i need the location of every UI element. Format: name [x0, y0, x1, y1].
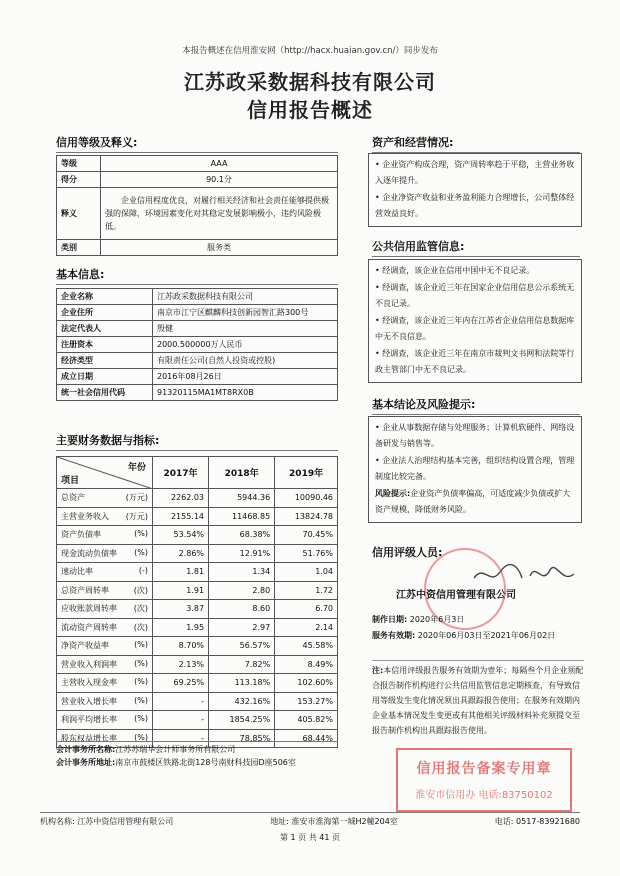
finance-value: 56.57% — [209, 637, 275, 656]
table-row — [57, 581, 338, 600]
list-item: • 经调查，该企业近三年在南京市裁判文书网和法院等行政主管部门中无不良记录。 — [375, 349, 575, 374]
list-item: • 企业法人治理结构基本完善，组织结构设置合理，管理制度比较完备。 — [375, 456, 575, 481]
table-row — [57, 305, 338, 321]
finance-value: 102.60% — [275, 674, 338, 693]
finance-value: 7.82% — [209, 655, 275, 674]
table-row — [57, 711, 338, 730]
table-row — [57, 674, 338, 693]
finance-header-row — [57, 457, 338, 489]
publish-note: 本报告概述在信用淮安网（http://hacx.huaian.gov.cn/）同步发布 — [182, 46, 438, 56]
corner-cell — [57, 457, 153, 489]
finance-item: 应收账款周转率 (次) — [57, 600, 153, 619]
finance-value: 70.45% — [275, 526, 338, 545]
corner-year-label: 年份 — [127, 463, 146, 473]
basic-value: 江苏政采数据科技有限公司 — [153, 289, 338, 305]
table-row — [57, 563, 338, 582]
rater-org: 江苏中资信用管理有限公司 — [396, 590, 516, 601]
basic-table — [56, 288, 338, 401]
finance-value: 2.97 — [209, 618, 275, 637]
finance-value: 2.13% — [153, 655, 209, 674]
assets-heading: 资产和经营情况: — [372, 134, 580, 153]
corner-item-label: 项目 — [61, 476, 80, 486]
finance-value: 68.44% — [275, 729, 338, 748]
finance-value: 2.80 — [209, 581, 275, 600]
basic-value: 2016年08月26日 — [153, 369, 338, 385]
finance-item: 现金流动负债率 (%) — [57, 544, 153, 563]
basic-heading: 基本信息: — [56, 266, 338, 285]
finance-item: 主营收入现金率 (%) — [57, 674, 153, 693]
finance-value: 432.16% — [209, 692, 275, 711]
finance-value: 53.54% — [153, 526, 209, 545]
finance-value: 69.25% — [153, 674, 209, 693]
finance-value: - — [153, 692, 209, 711]
basic-label: 经济类型 — [57, 353, 153, 369]
firm-value: 江苏苏瑞华会计师事务所有限公司 — [115, 745, 236, 754]
list-item: • 经调查，该企业近三年内在江苏省企业信用信息数据库中无不良信息。 — [375, 316, 575, 341]
page-number: 第 1 页 共 41 页 — [280, 833, 340, 842]
finance-value: 153.27% — [275, 692, 338, 711]
finance-item: 利润平均增长率 (%) — [57, 711, 153, 730]
table-row — [57, 240, 338, 256]
table-row — [57, 544, 338, 563]
valid-period: 服务有效期: 2020年06月03日至2021年06月02日 — [372, 631, 556, 640]
table-row — [57, 618, 338, 637]
basic-value: 2000.500000万人民币 — [153, 337, 338, 353]
risk-note: 风险提示:企业资产负债率偏高，可适度减少负债或扩大资产规模，降低财务风险。 — [375, 489, 571, 514]
finance-item: 总资产周转率 (次) — [57, 581, 153, 600]
finance-value: 1.91 — [153, 581, 209, 600]
finance-value: 2.86% — [153, 544, 209, 563]
finance-value: - — [153, 711, 209, 730]
year-header: 2018年 — [209, 457, 275, 489]
table-row — [57, 353, 338, 369]
list-item: • 经调查，该企业在信用中国中无不良记录。 — [375, 266, 535, 275]
basic-value: 殷健 — [153, 321, 338, 337]
score-label: 得分 — [57, 172, 101, 188]
rating-heading: 信用等级及释义: — [56, 134, 338, 153]
finance-value: 2155.14 — [153, 507, 209, 526]
finance-heading: 主要财务数据与指标: — [56, 432, 338, 451]
footer-org: 机构名称: 江苏中资信用管理有限公司 — [40, 817, 174, 826]
table-row — [57, 156, 338, 172]
finance-value: 8.60 — [209, 600, 275, 619]
basic-label: 成立日期 — [57, 369, 153, 385]
list-item: • 企业资产构成合理，资产周转率趋于平稳，主营业务收入逐年提升。 — [375, 160, 575, 185]
finance-value: 1.81 — [153, 563, 209, 582]
category-value: 服务类 — [101, 240, 338, 256]
finance-value: 2.14 — [275, 618, 338, 637]
filing-stamp: 信用报告备案专用章 淮安市信用办 电话:83750102 — [396, 748, 572, 812]
table-row — [57, 655, 338, 674]
finance-value: 10090.46 — [275, 489, 338, 508]
finance-value: 1.04 — [275, 563, 338, 582]
public-heading: 公共信用监管信息: — [372, 238, 580, 257]
table-row — [57, 637, 338, 656]
basic-value: 南京市江宁区麒麟科技创新园智汇路300号 — [153, 305, 338, 321]
list-item: • 企业从事数据存储与处理服务；计算机软硬件、网络设备研发与销售等。 — [375, 423, 575, 448]
category-label: 类别 — [57, 240, 101, 256]
finance-value: 113.18% — [209, 674, 275, 693]
meaning-value: 企业信用程度优良，对履行相关经济和社会责任能够提供极强的保障，环境因素变化对其稳定发展影响极小，违约风险极低。 — [101, 188, 338, 240]
finance-value: 68.38% — [209, 526, 275, 545]
finance-value: 1854.25% — [209, 711, 275, 730]
finance-item: 营业收入利润率 (%) — [57, 655, 153, 674]
public-box — [368, 259, 582, 383]
finance-item: 主营业务收入 (万元) — [57, 507, 153, 526]
conclusion-heading: 基本结论及风险提示: — [372, 396, 580, 415]
firm-address-value: 南京市鼓楼区铁路北街128号南财科技园D座506室 — [115, 758, 296, 767]
finance-value: - — [153, 729, 209, 748]
basic-value: 有限责任公司(自然人投资或控股) — [153, 353, 338, 369]
finance-value: 1.34 — [209, 563, 275, 582]
firm-label: 会计事务所名称: — [56, 745, 116, 754]
year-header: 2019年 — [275, 457, 338, 489]
table-row — [57, 692, 338, 711]
list-item: • 经调查，该企业近三年在国家企业信用信息公示系统无不良记录。 — [375, 283, 575, 308]
finance-value: 13824.78 — [275, 507, 338, 526]
table-row — [57, 188, 338, 240]
finance-item: 营业收入增长率 (%) — [57, 692, 153, 711]
finance-item: 总资产 (万元) — [57, 489, 153, 508]
finance-item: 速动比率 (-) — [57, 563, 153, 582]
table-row — [57, 600, 338, 619]
table-row — [57, 172, 338, 188]
level-label: 等级 — [57, 156, 101, 172]
table-row — [57, 321, 338, 337]
finance-value: 5944.36 — [209, 489, 275, 508]
footer-bar — [40, 812, 580, 827]
score-value: 90.1分 — [101, 172, 338, 188]
finance-table — [56, 456, 338, 748]
finance-item: 股东权益增长率 (%) — [57, 729, 153, 748]
table-row — [57, 385, 338, 401]
year-header: 2017年 — [153, 457, 209, 489]
basic-label: 企业名称 — [57, 289, 153, 305]
conclusion-box — [368, 416, 582, 523]
level-value: AAA — [101, 156, 338, 172]
finance-value: 51.76% — [275, 544, 338, 563]
company-title: 江苏政采数据科技有限公司 — [184, 70, 436, 94]
assets-box — [368, 153, 582, 227]
report-title: 信用报告概述 — [247, 98, 373, 122]
finance-value: 2262.03 — [153, 489, 209, 508]
basic-label: 注册资本 — [57, 337, 153, 353]
finance-value: 11468.85 — [209, 507, 275, 526]
finance-value: 45.58% — [275, 637, 338, 656]
list-item: • 企业净资产收益和业务盈利能力合理增长，公司整体经营效益良好。 — [375, 193, 575, 218]
finance-value: 6.70 — [275, 600, 338, 619]
basic-value: 91320115MA1MT8RX0B — [153, 385, 338, 401]
firm-address-label: 会计事务所地址: — [56, 758, 116, 767]
table-row — [57, 289, 338, 305]
service-note: 注:本信用评级报告服务有效期为壹年；每隔叁个月企业须配合报告制作机构进行公共信用监管信息定期核查，有导致信用等级发生变化情况须出具跟踪报告使用；在服务有效期内企业基本情况发生变更或有其他相关评级材料补充须提交至报告制作机构出具跟踪报告使用。 — [372, 660, 584, 738]
meaning-label: 释义 — [57, 188, 101, 240]
made-date: 制作日期: 2020年6月3日 — [372, 615, 465, 624]
finance-value: 1.72 — [275, 581, 338, 600]
finance-item: 流动资产周转率 (次) — [57, 618, 153, 637]
finance-item: 净资产收益率 (%) — [57, 637, 153, 656]
finance-value: 78.85% — [209, 729, 275, 748]
rating-table — [56, 155, 338, 256]
table-row — [57, 369, 338, 385]
auditor-info — [56, 741, 338, 769]
footer-address: 地址: 淮安市淮海第一城H2幢204室 — [270, 817, 398, 826]
finance-value: 405.82% — [275, 711, 338, 730]
table-row — [57, 526, 338, 545]
finance-value: 1.95 — [153, 618, 209, 637]
basic-label: 统一社会信用代码 — [57, 385, 153, 401]
table-row — [57, 337, 338, 353]
footer-phone: 电话: 0517-83921680 — [494, 817, 580, 826]
basic-label: 企业住所 — [57, 305, 153, 321]
basic-label: 法定代表人 — [57, 321, 153, 337]
finance-value: 8.70% — [153, 637, 209, 656]
finance-value: 12.91% — [209, 544, 275, 563]
table-row — [57, 507, 338, 526]
table-row — [57, 489, 338, 508]
raters-heading: 信用评级人员: — [372, 546, 443, 559]
finance-item: 资产负债率 (%) — [57, 526, 153, 545]
finance-value: 8.49% — [275, 655, 338, 674]
finance-value: 3.87 — [153, 600, 209, 619]
